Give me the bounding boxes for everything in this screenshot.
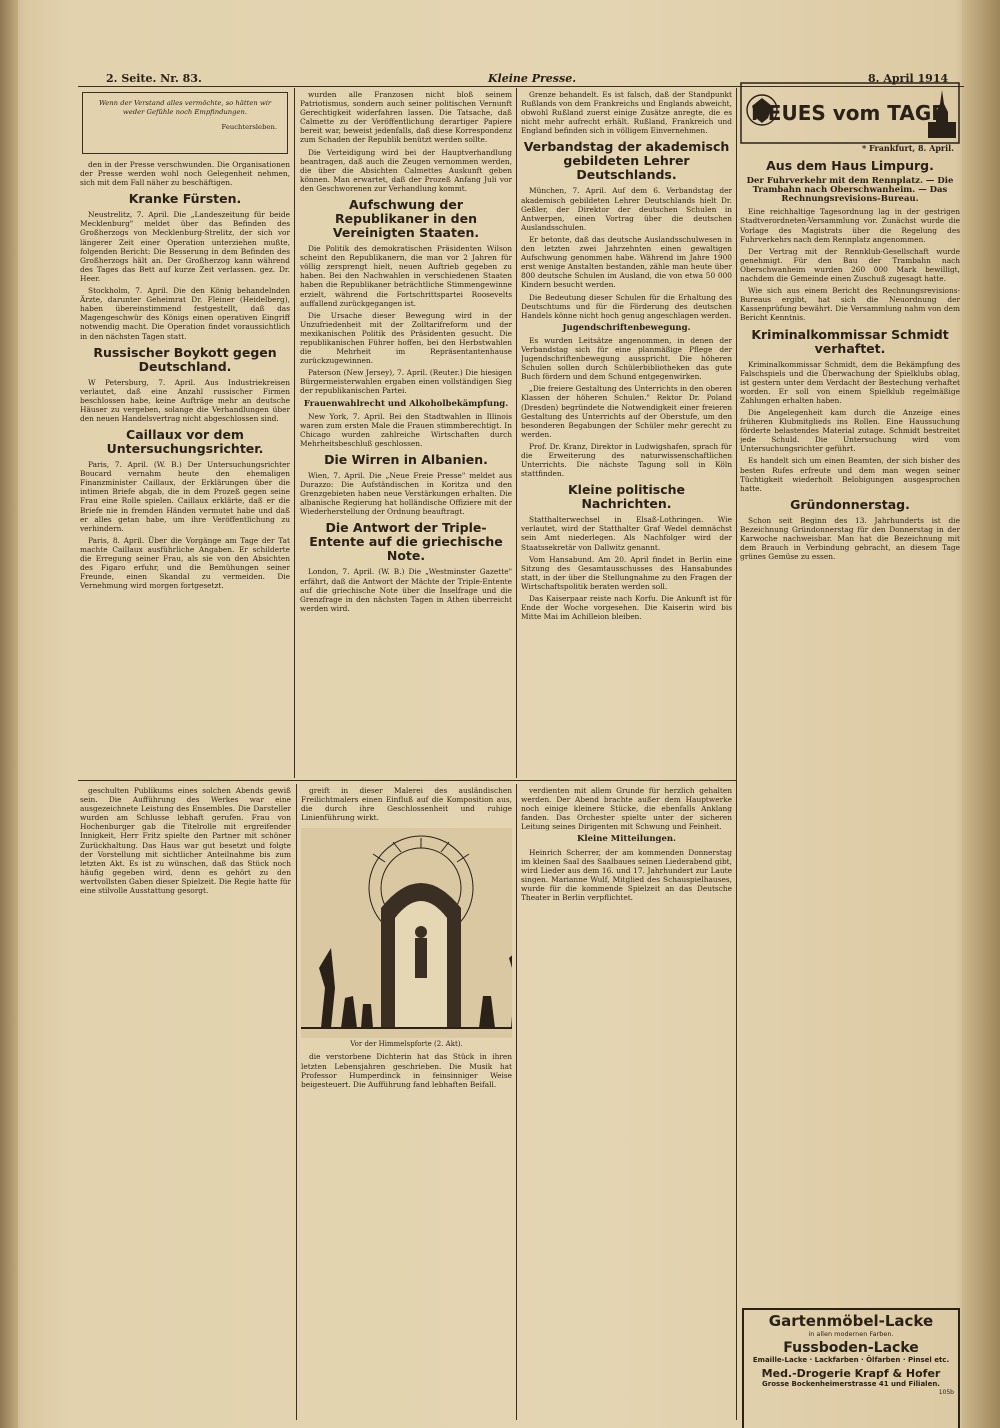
feuilleton-column bbox=[521, 786, 732, 1418]
ad-company: Med.-Drogerie Krapf & Hofer bbox=[761, 1367, 941, 1380]
paragraph: Prof. Dr. Kranz, Direktor in Ludwigshafen, sprach für die Erweiterung des naturwissenschaftlichen Unterrichts. Die nächste Tagung soll in Köln stattfinden. bbox=[521, 441, 732, 479]
subheadline: Der Fuhrverkehr mit dem Rennplatz. — Die Trambahn nach Oberschwanheim. — Das Rechnungsrevisions-Bureau. bbox=[746, 176, 954, 205]
advertisement bbox=[742, 1308, 960, 1428]
quote-box bbox=[82, 92, 288, 154]
local-news-column bbox=[740, 80, 960, 1420]
paragraph: Der Vertrag mit der Rennklub-Gesellschaft wurde genehmigt. Für den Bau der Trambahn nach Oberschwanheim wurden 260 000 Mark bewilligt, nachdem die Gemeinde einen Zuschuß zugesagt hatte. bbox=[740, 246, 960, 284]
image-caption: Vor der Himmelspforte (2. Akt). bbox=[350, 1040, 463, 1049]
paragraph: Es wurden Leitsätze angenommen, in denen der Verbandstag sich für eine planmäßige Pflege der Jugendschriftenbewegung ausspricht. Die höheren Schulen sollen durch Schülerbibliotheken das gute Buch fördern und dem Schund entgegenwirken. bbox=[521, 335, 732, 382]
section-rule bbox=[78, 780, 736, 781]
article-column bbox=[521, 90, 732, 778]
feuilleton-column bbox=[80, 786, 291, 1418]
ad-address: Grosse Bockenheimerstrasse 41 und Filialen. bbox=[762, 1380, 940, 1388]
column-rule bbox=[516, 784, 517, 1420]
neues-vom-tage-banner bbox=[740, 82, 960, 144]
headline: Die Wirren in Albanien. bbox=[324, 452, 488, 467]
paragraph: Die Politik des demokratischen Präsidenten Wilson scheint den Republikanern, die man vor 2 Jahren für völlig zersprengt hielt, neuen Auftrieb gegeben zu haben. Bei den Nachwahlen in verschiedenen Staaten haben die Republikaner beträchtliche Stimmengewinne erzielt, während die Fortschrittspartei Roosevelts auffallend zurückgegangen ist. bbox=[300, 244, 512, 308]
paragraph: Kriminalkommissar Schmidt, dem die Bekämpfung des Falschspiels und die Überwachung der Spielklubs oblag, ist gestern unter dem Verdacht der Bestechung verhaftet worden. Er soll von einem Spielklub regelmäßige Zahlungen erhalten haben. bbox=[740, 359, 960, 405]
paragraph: Grenze behandelt. Es ist falsch, daß der Standpunkt Rußlands von dem Frankreichs und Englands abweicht, obwohl Rußland zuerst einige Zusätze anregte, die es nicht mehr aufrecht erhält. Rußland, Frankreich und England befinden sich in völligem Einvernehmen. bbox=[521, 90, 732, 136]
column-rule bbox=[294, 88, 295, 778]
headline: Die Antwort der Triple-Entente auf die griechische Note. bbox=[309, 520, 503, 564]
paragraph: „Die freiere Gestaltung des Unterrichts in den oberen Klassen der höheren Schulen." Rektor Dr. Poland (Dresden) begründete die Notwendigkeit einer freieren Gestaltung des Unterrichts auf der Oberstufe, um den besonderen Begabungen der Schüler mehr gerecht zu werden. bbox=[521, 384, 732, 439]
paragraph: verdienten mit allem Grunde für herzlich gehalten werden. Der Abend brachte außer dem Hauptwerke noch einige kleinere Stücke, die ebenfalls Anklang fanden. Das Orchester spielte unter der sicheren Leitung seines Dirigenten mit Schwung und Feinheit. bbox=[521, 786, 732, 832]
paragraph: Es handelt sich um einen Beamten, der sich bisher des besten Rufes erfreute und dem man wegen seiner Tüchtigkeit wiederholt Belobigungen ausgesprochen hatte. bbox=[740, 456, 960, 493]
svg-text:NEUES vom TAGE: NEUES vom TAGE bbox=[751, 101, 945, 125]
ad-product: Fussboden-Lacke bbox=[783, 1340, 919, 1356]
paragraph: Die Verteidigung wird bei der Hauptverhandlung beantragen, daß auch die Zeugen vernommen werden, die über die Absichten Calmettes Auskunft geben können. Man erwartet, daß der Prozeß Anfang Juli vor den Geschworenen zur Verhandlung kommt. bbox=[300, 147, 512, 193]
headline: Verbandstag der akademisch gebildeten Lehrer Deutschlands. bbox=[523, 139, 730, 183]
headline: Kranke Fürsten. bbox=[128, 191, 242, 207]
paragraph: Schon seit Beginn des 13. Jahrhunderts ist die Bezeichnung Gründonnerstag für den Donnerstag in der Karwoche nachweisbar. Man hat die Bezeichnung mit dem Brauch in Verbindung gebracht, an diesem Tage grünes Gemüse zu essen. bbox=[740, 515, 960, 562]
headline: Aus dem Haus Limpurg. bbox=[766, 158, 934, 174]
dateline: * Frankfurt, 8. April. bbox=[861, 143, 954, 153]
paragraph: Vom Hansabund. Am 20. April findet in Berlin eine Sitzung des Gesamtausschusses des Hansabundes statt, in der über die Stellungnahme zu den Fragen der Wirtschaftspolitik beraten werden soll. bbox=[521, 554, 732, 591]
paragraph: London, 7. April. (W. B.) Die „Westminster Gazette" erfährt, daß die Antwort der Mächte der Triple-Entente auf die griechische Note über die Inselfrage und die Grenzfrage in den nächsten Tagen in Athen überreicht werden wird. bbox=[300, 567, 512, 613]
subheadline: Frauenwahlrecht und Alkoholbekämpfung. bbox=[303, 398, 509, 409]
ad-subtitle: in allen modernen Farben. bbox=[808, 1330, 894, 1338]
paragraph: Die Angelegenheit kam durch die Anzeige eines früheren Klubmitglieds ins Rollen. Eine Haussuchung förderte belastendes Material zutage. Schmidt bestreitet jede Schuld. Die Untersuchung wird vom Untersuchungsrichter geführt. bbox=[740, 407, 960, 454]
paragraph: geschulten Publikums eines solchen Abends gewiß sein. Die Aufführung des Werkes war eine ausgezeichnete Leistung des Ensembles. Die Darsteller wurden am Schlusse lebhaft gerufen. Frau von Hochenburger gab die Titelrolle mit ergreifender Innigkeit, Herr Fritz spielte den Partner mit schöner Zurückhaltung. Das Haus war gut besetzt und folgte der Vorstellung mit sichtlicher Anteilnahme bis zum letzten Akt. Es ist zu wünschen, daß das Stück noch häufig gegeben wird, denn es gehört zu den wertvollsten Gaben dieser Spielzeit. Die Regie hatte für eine stilvolle Ausstattung gesorgt. bbox=[80, 786, 291, 896]
paragraph: Eine reichhaltige Tagesordnung lag in der gestrigen Stadtverordneten-Versammlung vor. Zunächst wurde die Vorlage des Magistrats über die Regelung des Fuhrverkehrs nach dem Rennplatz angenommen. bbox=[740, 207, 960, 244]
page-edge-right bbox=[962, 0, 1000, 1428]
headline: Caillaux vor dem Untersuchungsrichter. bbox=[106, 427, 264, 457]
feuilleton-column bbox=[301, 786, 512, 1418]
column-rule bbox=[296, 784, 297, 1420]
column-rule bbox=[736, 88, 737, 1420]
ad-products-list: Emaille-Lacke · Lackfarben · Ölfarben · Pinsel etc. bbox=[752, 1356, 950, 1364]
headline: Kriminalkommissar Schmidt verhaftet. bbox=[751, 326, 949, 356]
paragraph: W Petersburg, 7. April. Aus Industriekreisen verlautet, daß eine Anzahl russischer Firmen beschlossen habe, keine Aufträge mehr an deutsche Häuser zu vergeben, solange die Verhandlungen über den neuen Handelsvertrag nicht abgeschlossen sind. bbox=[80, 377, 290, 423]
paragraph: greift in dieser Malerei des ausländischen Freilichtmalers einen Einfluß auf die Komposition aus, die durch ihre Geschlossenheit und ruhige Linienführung wirkt. bbox=[301, 786, 512, 823]
paragraph: Paris, 7. April. (W. B.) Der Untersuchungsrichter Boucard vernahm heute den ehemaligen Finanzminister Caillaux, der Erklärungen über die intimen Briefe abgab, die in dem Prozeß gegen seine Frau eine Rolle spielen. Caillaux erklärte, daß er die Briefe nie in fremden Händen vermutet habe und daß er alles getan habe, um ihre Veröffentlichung zu verhindern. bbox=[80, 460, 290, 533]
paragraph: Heinrich Scherrer, der am kommenden Donnerstag im kleinen Saal des Saalbaues seinen Liederabend gibt, wird Lieder aus dem 16. und 17. Jahrhundert zur Laute singen. Marianne Wulf, Mitglied des Schauspielhauses, wurde für die kommende Spielzeit an das Deutsche Theater in Berlin verpflichtet. bbox=[521, 847, 732, 903]
ad-title: Gartenmöbel-Lacke bbox=[768, 1312, 934, 1330]
headline: Aufschwung der Republikaner in den Vereinigten Staaten. bbox=[332, 197, 480, 241]
paragraph: Paris, 8. April. Über die Vorgänge am Tage der Tat machte Caillaux ausführliche Angaben. Er schilderte die Erregung seiner Frau, als sie von den Absichten des Figaro erfuhr, und die Bemühungen seiner Freunde, einen Skandal zu vermeiden. Die Vernehmung wird morgen fortgesetzt. bbox=[80, 535, 290, 591]
stage-scene-illustration bbox=[301, 828, 512, 1038]
column-rule bbox=[516, 88, 517, 778]
paragraph: Neustrelitz, 7. April. Die „Landeszeitung für beide Mecklenburg" meldet über das Befinden des Großherzogs von Mecklenburg-Strelitz, der sich vor längerer Zeit einer Operation unterziehen mußte, folgenden Bericht: Die Besserung in dem Befinden des Großherzogs hält an. Der Großherzog kann während des Tages das Bett auf kurze Zeit verlassen. gez. Dr. Heer. bbox=[80, 210, 290, 283]
paragraph: Wie sich aus einem Bericht des Rechnungsrevisions-Bureaus ergibt, hat sich die Neuordnung der Kassenprüfung bewährt. Die Versammlung nahm von dem Bericht Kenntnis. bbox=[740, 286, 960, 323]
paragraph: Die Ursache dieser Bewegung wird in der Unzufriedenheit mit der Zolltarifreform und der mexikanischen Politik des Präsidenten gesucht. Die republikanischen Führer hoffen, bei den Herbstwahlen die Mehrheit im Repräsentantenhause zurückzugewinnen. bbox=[300, 310, 512, 366]
headline: Kleine politische Nachrichten. bbox=[567, 482, 686, 512]
paragraph: den in der Presse verschwunden. Die Organisationen der Presse werden wohl noch Gelegenheit nehmen, sich mit dem Fall näher zu beschäftigen. bbox=[80, 160, 290, 188]
masthead-name: Kleine Presse. bbox=[488, 72, 577, 85]
paragraph: Stockholm, 7. April. Die den König behandelnden Ärzte, darunter Geheimrat Dr. Fleiner (Heidelberg), haben übereinstimmend festgestellt, daß das Magengeschwür des Königs einen operativen Eingriff notwendig macht. Die Operation findet voraussichtlich in den nächsten Tagen statt. bbox=[80, 286, 290, 341]
paragraph: wurden alle Franzosen nicht bloß seinem Patriotismus, sondern auch seiner politischen Vernunft Gerechtigkeit widerfahren lassen. Die Tatsache, daß Calmette zu der Veröffentlichung derartiger Papiere bereit war, beweist jedenfalls, daß diese Korrespondenz zum Schaden der Republik benützt werden sollte. bbox=[300, 90, 512, 145]
subheadline: Kleine Mitteilungen. bbox=[576, 834, 676, 845]
paragraph: New York, 7. April. Bei den Stadtwahlen in Illinois waren zum ersten Male die Frauen stimmberechtigt. In Chicago wurden zahlreiche Wirtschaften durch Mehrheitsbeschluß geschlossen. bbox=[300, 411, 512, 448]
paragraph: Er betonte, daß das deutsche Auslandsschulwesen in den letzten zwei Jahrzehnten einen gewaltigen Aufschwung genommen habe. Während im Jahre 1900 erst wenige Anstalten bestanden, zähle man heute über 800 deutsche Schulen im Ausland, die von etwa 50 000 Kindern besucht werden. bbox=[521, 234, 732, 290]
quote-text: Wenn der Verstand alles vermöchte, so hätten wir weder Gefühle noch Empfindungen. bbox=[98, 99, 272, 116]
paragraph: München, 7. April. Auf dem 6. Verbandstag der akademisch gebildeten Lehrer Deutschlands hielt Dr. Geßler, der Direktor der deutschen Schulen in Antwerpen, einen Vortrag über die deutschen Auslandsschulen. bbox=[521, 186, 732, 232]
paragraph: die verstorbene Dichterin hat das Stück in ihren letzten Lebensjahren geschrieben. Die Musik hat Professor Humperdinck in feinsinniger Weise beigesteuert. Die Aufführung fand lebhaften Beifall. bbox=[301, 1052, 512, 1089]
issue-date: 8. April 1914 bbox=[868, 72, 949, 85]
quote-author: Feuchtersleben. bbox=[221, 123, 277, 131]
headline: Russischer Boykott gegen Deutschland. bbox=[93, 344, 277, 374]
subheadline: Jugendschriftenbewegung. bbox=[562, 322, 691, 333]
paragraph: Wien, 7. April. Die „Neue Freie Presse" meldet aus Durazzo: Die Aufständischen in Koritza und den Grenzgebieten haben neue Verstärkungen erhalten. Die albanische Regierung hat holländische Offiziere mit der Wiederherstellung der Ordnung beauftragt. bbox=[300, 471, 512, 517]
page-number: 2. Seite. Nr. 83. bbox=[106, 72, 202, 85]
page-edge-left bbox=[0, 0, 18, 1428]
ad-code: 105b bbox=[938, 1389, 954, 1396]
article-column bbox=[80, 90, 290, 778]
article-column bbox=[300, 90, 512, 778]
paragraph: Statthalterwechsel in Elsaß-Lothringen. Wie verlautet, wird der Statthalter Graf Wedel demnächst sein Amt niederlegen. Als Nachfolger wird der Staatssekretär von Dallwitz genannt. bbox=[521, 515, 732, 552]
headline: Gründonnerstag. bbox=[790, 496, 910, 512]
paragraph: Die Bedeutung dieser Schulen für die Erhaltung des Deutschtums und für die Förderung des deutschen Handels könne nicht hoch genug angeschlagen werden. bbox=[521, 292, 732, 320]
paragraph: Paterson (New Jersey), 7. April. (Reuter.) Die hiesigen Bürgermeisterwahlen ergaben einen vollständigen Sieg der republikanischen Partei. bbox=[300, 368, 512, 396]
paragraph: Das Kaiserpaar reiste nach Korfu. Die Ankunft ist für Ende der Woche vorgesehen. Die Kaiserin wird bis Mitte Mai im Achilleion bleiben. bbox=[521, 594, 732, 622]
